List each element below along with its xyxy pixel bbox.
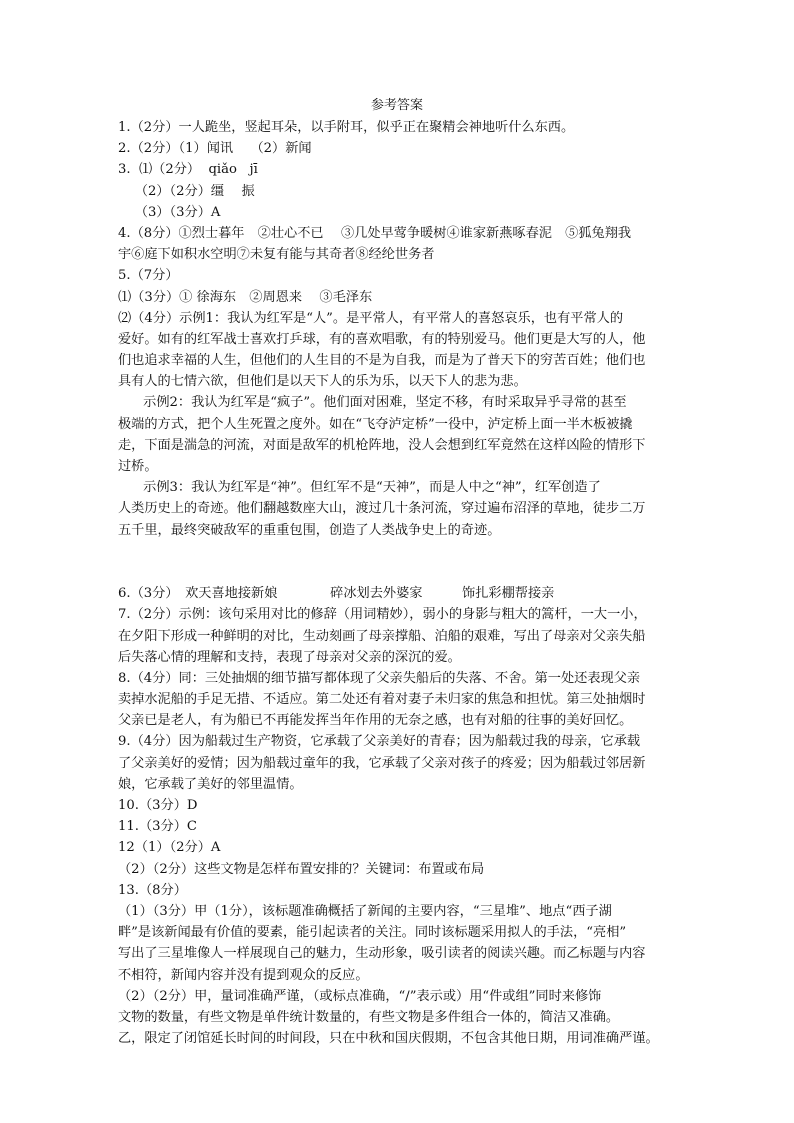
text-line: 不相符，新闻内容并没有提到观众的反应。: [118, 967, 369, 983]
text-line: 爱好。如有的红军战士喜欢打乒球，有的喜欢唱歌，有的特别爱马。他们更是大写的人，他: [118, 331, 646, 347]
text-line: 娘，它承载了美好的邻里温情。: [118, 776, 303, 792]
text-line: 乙，限定了闭馆延长时间的时间段，只在中秋和国庆假期，不包含其他日期，用词准确严谨。: [118, 1031, 659, 1047]
text-line: 示例2：我认为红军是“疯子”。他们面对困难，坚定不移，有时采取异乎寻常的甚至: [118, 395, 627, 411]
text-line: 父亲已是老人，有为船已不再能发挥当年作用的无奈之感，也有对船的往事的美好回忆。: [118, 713, 633, 729]
text-line: 后失落心情的理解和支持，表现了母亲对父亲的深沉的爱。: [118, 649, 461, 665]
text-line: 3. ⑴（2分） qiǎo jī: [118, 162, 258, 178]
text-line: 宇⑥庭下如积水空明⑦未复有能与其奇者⑧经纶世务者: [118, 247, 435, 263]
text-line: 人类历史上的奇迹。他们翻越数座大山，渡过几十条河流，穿过遍布沼泽的草地，徒步二万: [118, 501, 646, 517]
text-line: 1.（2分）一人跪坐，竖起耳朵，以手附耳，似乎正在聚精会神地听什么东西。: [118, 120, 575, 135]
text-line: 11.（3分）C: [118, 819, 198, 835]
answer-content: [118, 117, 678, 1049]
text-line: 写出了三星堆像人一样展现自己的魅力，生动形象，吸引读者的阅读兴趣。而乙标题与内容: [118, 946, 646, 962]
text-line: （2）（2分）甲，量词准确严谨，（或标点准确，“/”表示或）用“件或组”同时来修饰: [118, 988, 602, 1004]
text-line: 过桥。: [118, 459, 158, 474]
text-line: 8.（4分）同：三处抽烟的细节描写都体现了父亲失船后的失落、不舍。第一处还表现父亲: [118, 670, 641, 686]
text-line: 13.（8分）: [118, 882, 187, 898]
text-line: 4.（8分）①烈士暮年 ②壮心不已 ③几处早莺争暖树④谁家新燕啄春泥 ⑤狐兔翔我: [118, 225, 632, 241]
text-line: 具有人的七情六欲，但他们是以天下人的乐为乐，以天下人的悲为悲。: [118, 374, 527, 390]
text-line: 5.（7分）: [118, 268, 179, 284]
text-line: [118, 541, 678, 562]
text-line: （2）（2分）这些文物是怎样布置安排的？关键词：布置或布局: [118, 861, 485, 877]
text-line: 五千里，最终突破敌军的重重包围，创造了人类战争史上的奇迹。: [118, 522, 501, 538]
text-line: 文物的数量，有些文物是单件统计数量的，有些文物是多件组合一体的，简洁又准确。: [118, 1009, 620, 1025]
text-line: 了父亲美好的爱情；因为船载过童年的我，它承载了父亲对孩子的疼爱；因为船载过邻居新: [118, 755, 646, 771]
text-line: ⑵（4分）示例1：我认为红军是“人”。是平常人，有平常人的喜怒哀乐，也有平常人的: [118, 310, 624, 326]
text-line: [118, 562, 678, 583]
text-line: 畔”是该新闻最有价值的要素，能引起读者的关注。同时该标题采用拟人的手法，“亮相”: [118, 925, 627, 941]
text-line: 10.（3分）D: [118, 798, 198, 813]
text-line: 9.（4分）因为船载过生产物资，它承载了父亲美好的青春；因为船载过我的母亲，它承载: [118, 734, 641, 750]
text-line: 7.（2分）示例：该句采用对比的修辞（用词精妙），弱小的身影与粗大的篙杆，一大一小，: [118, 607, 647, 623]
text-line: 12（1）（2分）A: [118, 840, 221, 856]
text-line: 在夕阳下形成一种鲜明的对比，生动刻画了母亲撑船、泊船的艰难，写出了母亲对父亲失船: [118, 628, 646, 644]
text-line: （1）（3分）甲（1分），该标题准确概括了新闻的主要内容，“三星堆”、地点“西子湖: [118, 903, 612, 919]
text-line: 们也追求幸福的人生，但他们的人生目的不是为自我，而是为了普天下的穷苦百姓；他们也: [118, 353, 646, 369]
text-line: （3）（3分）A: [118, 204, 221, 220]
text-line: （2）（2分）缰 振: [118, 183, 255, 199]
text-line: 6.（3分） 欢天喜地接新娘 碎冰划去外婆家 饰扎彩棚帮接亲: [118, 586, 555, 602]
text-line: 2.（2分）（1）闻讯 （2）新闻: [118, 141, 312, 157]
text-line: 走，下面是湍急的河流，对面是敌军的机枪阵地，没人会想到红军竟然在这样凶险的情形下: [118, 437, 646, 453]
text-line: 极端的方式，把个人生死置之度外。如在“飞夺泸定桥”一役中，泸定桥上面一半木板被撬: [118, 416, 633, 432]
text-line: 卖掉水泥船的手足无措、不适应。第二处还有着对妻子未归家的焦急和担忧。第三处抽烟时: [118, 692, 646, 708]
text-line: 示例3：我认为红军是“神”。但红军不是“天神”，而是人中之“神”，红军创造了: [118, 480, 601, 496]
text-line: ⑴（3分）① 徐海东 ②周恩来 ③毛泽东: [118, 289, 373, 305]
page-title: 参考答案: [370, 98, 423, 113]
